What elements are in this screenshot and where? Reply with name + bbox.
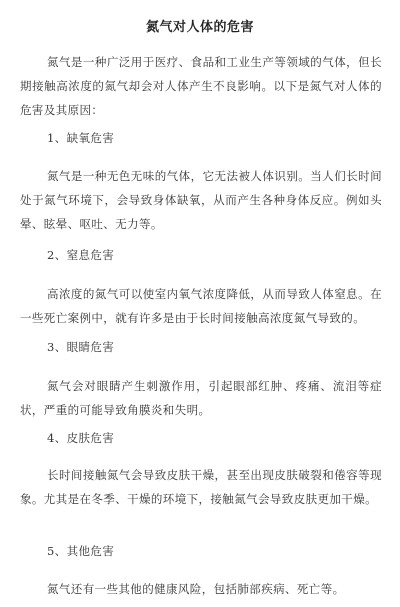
intro-paragraph: 氮气是一种广泛用于医疗、食品和工业生产等领域的气体，但长期接触高浓度的氮气却会对人体产生不良影响。以下是氮气对人体的危害及其原因： bbox=[20, 55, 382, 117]
section-body-3: 氮气会对眼睛产生刺激作用，引起眼部红肿、疼痛、流泪等症状，严重的可能导致角膜炎和失明。 bbox=[20, 379, 382, 417]
section-heading-3: 3、眼睛危害 bbox=[47, 340, 115, 354]
section-body-2: 高浓度的氮气可以使室内氧气浓度降低，从而导致人体窒息。在一些死亡案例中，就有许多是由于长时间接触高浓度氮气导致的。 bbox=[20, 287, 382, 325]
section-body-1: 氮气是一种无色无味的气体，它无法被人体识别。当人们长时间处于氮气环境下，会导致身体缺氧，从而产生各种身体反应。例如头晕、眩晕、呕吐、无力等。 bbox=[20, 169, 382, 231]
section-heading-4: 4、皮肤危害 bbox=[47, 431, 115, 445]
document-title: 氮气对人体的危害 bbox=[145, 20, 254, 35]
section-body-5: 氮气还有一些其他的健康风险，包括肺部疾病、死亡等。 bbox=[47, 582, 345, 596]
section-heading-2: 2、窒息危害 bbox=[47, 248, 115, 262]
section-heading-1: 1、缺氧危害 bbox=[47, 131, 115, 145]
section-body-4: 长时间接触氮气会导致皮肤干燥，甚至出现皮肤破裂和倦容等现象。尤其是在冬季、干燥的环境下，接触氮气会导致皮肤更加干燥。 bbox=[20, 468, 382, 506]
section-heading-5: 5、其他危害 bbox=[47, 544, 115, 558]
